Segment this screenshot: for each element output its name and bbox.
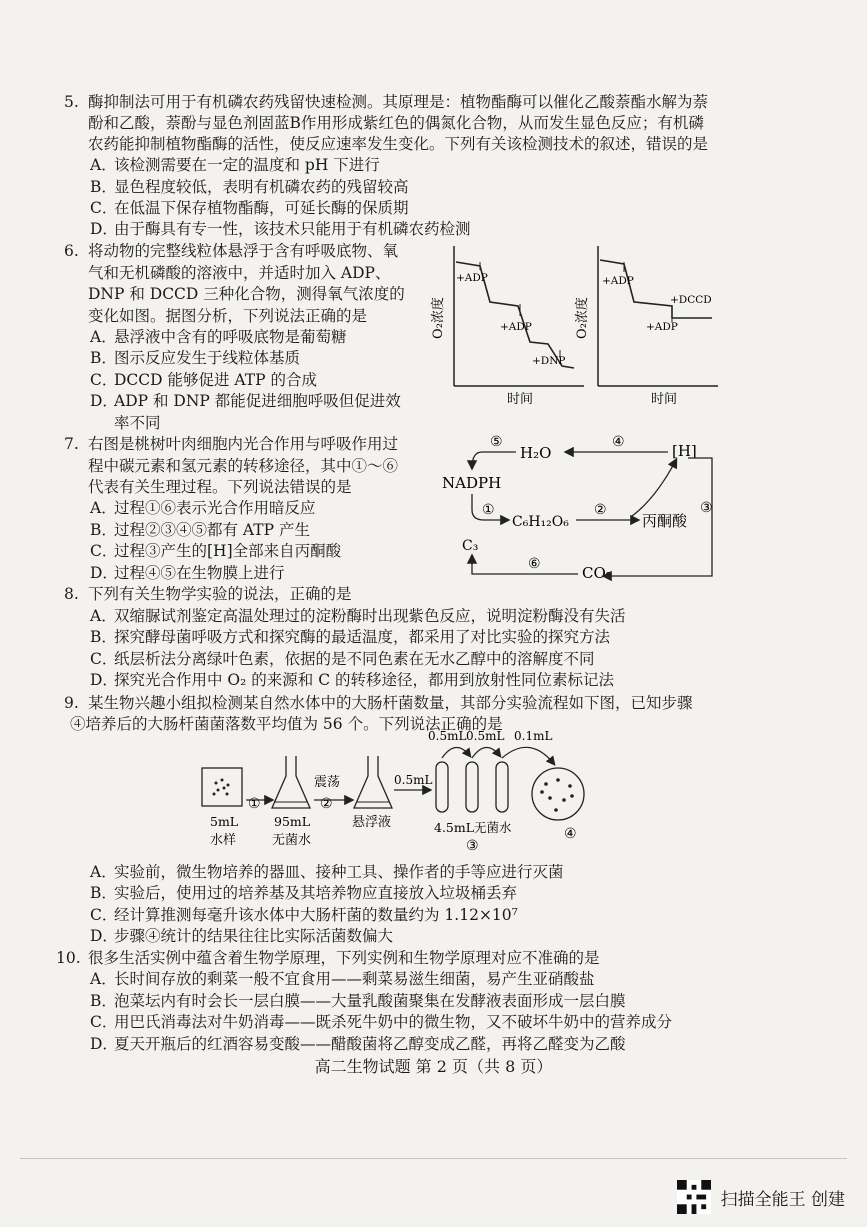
- step4-label: ④: [564, 826, 577, 842]
- chart2-mark-1: +ADP: [602, 275, 634, 287]
- transfer4-arrow: [502, 747, 554, 764]
- q10-option-b: B．泡菜坛内有时会长一层白膜——大量乳酸菌聚集在发酵液表面形成一层白膜: [90, 992, 626, 1010]
- pyruvate-label: 丙酮酸: [642, 512, 688, 530]
- q5-stem-line-3: 农药能抑制植物酯酶的活性，使反应速率发生变化。下列有关该检测技术的叙述，错误的是: [88, 135, 709, 153]
- q5-number: 5.: [64, 93, 79, 111]
- q9-option-a: A．实验前，微生物培养的器皿、接种工具、操作者的手等应进行灭菌: [90, 863, 564, 881]
- transfer2-arrow: [442, 747, 470, 758]
- q8-option-d: D．探究光合作用中 O₂ 的来源和 C 的转移途径，都用到放射性同位素标记法: [90, 671, 614, 689]
- chart1-x-label: 时间: [506, 392, 534, 407]
- chart1-mark-1: +ADP: [456, 272, 488, 284]
- tube-1: [436, 762, 448, 812]
- flask2-label: 悬浮液: [352, 815, 392, 830]
- scanner-watermark: [677, 1180, 845, 1214]
- q5-option-c: C．在低温下保存植物酯酶，可延长酶的保质期: [90, 199, 409, 217]
- q5-stem-line-2: 酚和乙酸，萘酚与显色剂固蓝B作用形成紫红色的偶氮化合物，从而发生显色反应；有机磷: [88, 114, 704, 132]
- q7-option-a: A．过程①⑥表示光合作用暗反应: [90, 499, 316, 517]
- h-label: [H]: [672, 442, 697, 460]
- bottom-divider: [20, 1158, 847, 1159]
- q8-number: 8.: [64, 585, 79, 603]
- q7-stem-line-1: 右图是桃树叶肉细胞内光合作用与呼吸作用过: [88, 435, 399, 453]
- watermark-text: 扫描全能王 创建: [720, 1189, 845, 1210]
- step2-label: ②: [594, 502, 607, 518]
- h2o-label: H₂O: [520, 444, 552, 462]
- step1-label: ①: [248, 796, 261, 812]
- chart2-x-label: 时间: [650, 392, 678, 407]
- co2-label: CO₂: [582, 564, 612, 582]
- step5-arrow: [472, 452, 516, 468]
- colonies: [540, 778, 574, 812]
- q8-option-b: B．探究酵母菌呼吸方式和探究酶的最适温度，都采用了对比实验的探究方法: [90, 628, 611, 646]
- step3-label: ③: [466, 838, 479, 854]
- q7-option-d: D．过程④⑤在生物膜上进行: [90, 564, 285, 582]
- tubes-label: 4.5mL无菌水: [434, 820, 512, 835]
- flask-2: [354, 756, 392, 808]
- q6-stem-line-3: DNP 和 DCCD 三种化合物，测得氧气浓度的: [88, 285, 405, 303]
- q9-stem-line-1: 某生物兴趣小组拟检测某自然水体中的大肠杆菌数量，其部分实验流程如下图，已知步骤: [88, 694, 693, 712]
- q5-option-a: A．该检测需要在一定的温度和 pH 下进行: [90, 156, 380, 174]
- transfer2-label: 0.5mL: [428, 729, 467, 743]
- transfer1-label: 0.5mL: [394, 773, 433, 787]
- petri-dish: [532, 768, 584, 820]
- chart2-y-label: O₂浓度: [575, 297, 590, 339]
- q6-stem-line-1: 将动物的完整线粒体悬浮于含有呼吸底物、氧: [88, 242, 399, 260]
- step2-label: ②: [320, 796, 333, 812]
- q7-option-c: C．过程③产生的[H]全部来自丙酮酸: [90, 542, 342, 560]
- q6-stem-line-2: 气和无机磷酸的溶液中，并适时加入 ADP、: [88, 264, 391, 282]
- transfer4-label: 0.1mL: [514, 729, 553, 743]
- flask1-volume: 95mL: [274, 814, 311, 829]
- shake-label: 震荡: [314, 775, 341, 790]
- q6-chart-1: [428, 240, 588, 408]
- q10-option-a: A．长时间存放的剩菜一般不宜食用——剩菜易滋生细菌，易产生亚硝酸盐: [90, 970, 595, 988]
- q5-option-b: B．显色程度较低，表明有机磷农药的残留较高: [90, 178, 409, 196]
- flask1-label: 无菌水: [272, 833, 312, 848]
- tube-3: [496, 762, 508, 812]
- q8-stem: 下列有关生物学实验的说法，正确的是: [88, 585, 352, 603]
- q10-option-d: D．夏天开瓶后的红酒容易变酸——醋酸菌将乙醇变成乙醛，再将乙醛变为乙酸: [90, 1035, 626, 1053]
- chart2-mark-3: +ADP: [646, 321, 678, 333]
- sample-volume: 5mL: [210, 814, 239, 829]
- page-footer: 高二生物试题 第 2 页（共 8 页）: [314, 1057, 553, 1076]
- water-sample-box: [202, 768, 242, 806]
- transfer3-arrow: [472, 747, 500, 758]
- q7-pathway-diagram: [432, 428, 732, 586]
- transfer3-label: 0.5mL: [466, 729, 505, 743]
- q6-option-c: C．DCCD 能够促进 ATP 的合成: [90, 371, 317, 389]
- q9-option-b: B．实验后，使用过的培养基及其培养物应直接放入垃圾桶丢弃: [90, 884, 518, 902]
- q6-number: 6.: [64, 242, 79, 260]
- q9-option-d: D．步骤④统计的结果往往比实际活菌数偏大: [90, 927, 394, 945]
- tube-2: [466, 762, 478, 812]
- q10-stem: 很多生活实例中蕴含着生物学原理，下列实例和生物学原理对应不准确的是: [88, 949, 600, 967]
- step6-arrow: [472, 556, 578, 574]
- step3-label: ③: [700, 500, 713, 516]
- q10-option-c: C．用巴氏消毒法对牛奶消毒——既杀死牛奶中的微生物，又不破坏牛奶中的营养成分: [90, 1013, 673, 1031]
- q7-stem-line-3: 代表有关生理过程。下列说法错误的是: [88, 478, 352, 496]
- pyruvate-to-h-arrow: [632, 460, 676, 516]
- c3-label: C₃: [462, 538, 479, 554]
- step4-label: ④: [612, 434, 625, 450]
- q7-stem-line-2: 程中碳元素和氢元素的转移途径，其中①～⑥: [88, 457, 399, 475]
- step6-label: ⑥: [528, 556, 541, 572]
- qr-code-icon: [677, 1180, 711, 1214]
- q9-stem-line-2: ④培养后的大肠杆菌菌落数平均值为 56 个。下列说法正确的是: [70, 715, 503, 733]
- nadph-label: NADPH: [442, 474, 502, 492]
- q6-option-d-continued: 率不同: [114, 414, 161, 432]
- q5-option-d: D．由于酶具有专一性，该技术只能用于有机磷农药检测: [90, 220, 471, 238]
- q10-number: 10.: [56, 949, 81, 967]
- step1-label: ①: [482, 502, 495, 518]
- q6-option-a: A．悬浮液中含有的呼吸底物是葡萄糖: [90, 328, 347, 346]
- chart2-o2-curve: [600, 260, 712, 318]
- q5-stem-line-1: 酶抑制法可用于有机磷农药残留快速检测。其原理是：植物酯酶可以催化乙酸萘酯水解为萘: [88, 93, 709, 111]
- q6-chart-2: [572, 240, 722, 408]
- q8-option-a: A．双缩脲试剂鉴定高温处理过的淀粉酶时出现紫色反应，说明淀粉酶没有失活: [90, 607, 626, 625]
- chart2-mark-2: +DCCD: [670, 294, 712, 306]
- q8-option-c: C．纸层析法分离绿叶色素，依据的是不同色素在无水乙醇中的溶解度不同: [90, 650, 595, 668]
- q6-option-b: B．图示反应发生于线粒体基质: [90, 349, 301, 367]
- q9-number: 9.: [64, 694, 79, 712]
- chart1-y-label: O₂浓度: [431, 297, 446, 339]
- chart1-mark-2: +ADP: [500, 321, 532, 333]
- flask-1: [272, 756, 310, 808]
- sample-dots: [213, 779, 230, 796]
- q9-procedure-diagram: [190, 728, 610, 858]
- q7-number: 7.: [64, 435, 79, 453]
- q7-option-b: B．过程②③④⑤都有 ATP 产生: [90, 521, 310, 539]
- q9-option-c: C．经计算推测每毫升该水体中大肠杆菌的数量约为 1.12×10⁷: [90, 906, 518, 924]
- q6-option-d: D．ADP 和 DNP 都能促进细胞呼吸但促进效: [90, 392, 401, 410]
- step5-label: ⑤: [490, 434, 503, 450]
- chart1-mark-3: +DNP: [532, 355, 566, 367]
- glucose-label: C₆H₁₂O₆: [512, 514, 569, 530]
- q6-stem-line-4: 变化如图。据图分析，下列说法正确的是: [88, 307, 368, 325]
- sample-label: 水样: [210, 833, 237, 848]
